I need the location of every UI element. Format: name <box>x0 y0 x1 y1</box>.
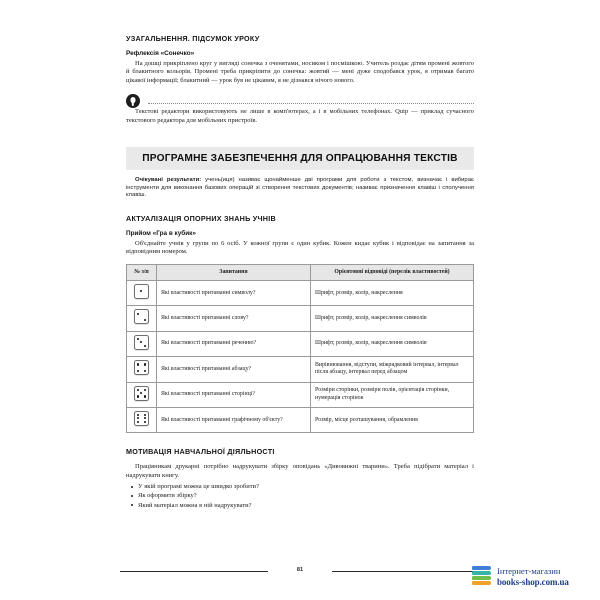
brand-url: books-shop.com.ua <box>497 576 569 587</box>
table-row <box>127 408 474 433</box>
row-answer: Розмір, місце розташування, обрамлення <box>311 408 474 433</box>
page-number: 81 <box>292 567 308 573</box>
questions-table <box>126 264 474 434</box>
lightbulb-icon <box>126 94 140 108</box>
row-answer: Шрифт, розмір, колір, накреслення символів <box>311 306 474 331</box>
row-die-cell <box>127 382 157 407</box>
actualization-paragraph: Об'єднайте учнів у групи по 6 осіб. У кожної групи є один кубик. Кожен кидає кубик і відповідає на запитання за відповідним номером. <box>126 239 474 256</box>
die-face-4 <box>134 360 149 375</box>
row-die-cell <box>127 408 157 433</box>
list-item: Як оформити збірку? <box>138 491 474 500</box>
table-row <box>127 357 474 382</box>
row-question: Які властивості притаманні сторінці? <box>157 382 311 407</box>
footer-rule-left <box>120 571 268 572</box>
row-die-cell <box>127 331 157 356</box>
brand-logo[interactable] <box>472 566 569 588</box>
row-die-cell <box>127 306 157 331</box>
row-die-cell <box>127 357 157 382</box>
brand-text <box>497 567 569 587</box>
books-stack-icon <box>472 566 492 588</box>
table-row <box>127 306 474 331</box>
footer-rule-right <box>332 571 480 572</box>
questions-table-body <box>127 281 474 433</box>
chapter-banner <box>126 147 474 170</box>
tip-text: Текстові редактори використовують не лише в комп'ютерах, а і в мобільних телефонах. Quip — приклад сучасного текстового редактора для мобільних пристроїв. <box>126 108 474 124</box>
page-footer <box>126 567 474 575</box>
table-row <box>127 281 474 306</box>
row-answer: Шрифт, розмір, колір, накреслення <box>311 281 474 306</box>
list-item: У якій програмі можна це швидко зробити? <box>138 482 474 491</box>
motivation-paragraph: Працівникам друкарні потрібно надрукувати збірку оповідань «Дивовижні тварини». Треба підібрати матеріал і надрукувати книгу. <box>126 463 474 479</box>
header-question: Запитання <box>157 264 311 280</box>
expected-results-text: учень(иця) називає щонайменше дві програми для роботи з текстом, визначає і вибирає інструменти для виконання базових операцій зі створення текстових документів; називає призначення клавіш і сполучення клавіш. <box>126 177 474 199</box>
dice-game-subheading: Прийом «Гра в кубик» <box>126 229 196 237</box>
tip-block <box>126 94 474 125</box>
die-face-5 <box>134 386 149 401</box>
brand-title: Інтернет-магазин <box>497 565 561 576</box>
row-question: Які властивості притаманні слову? <box>157 306 311 331</box>
row-question: Які властивості притаманні реченню? <box>157 331 311 356</box>
expected-results-label: Очікувані результати: <box>135 177 202 184</box>
chapter-title: ПРОГРАМНЕ ЗАБЕЗПЕЧЕННЯ ДЛЯ ОПРАЦЮВАННЯ ТЕКСТІВ <box>142 153 458 165</box>
footer-rule <box>126 567 474 575</box>
expected-results <box>126 177 474 200</box>
tip-divider <box>148 103 474 104</box>
summary-heading: УЗАГАЛЬНЕННЯ. ПІДСУМОК УРОКУ <box>126 34 260 43</box>
die-face-2 <box>134 309 149 324</box>
motivation-question-list <box>126 482 474 510</box>
die-face-3 <box>134 335 149 350</box>
header-answer: Орієнтовні відповіді (перелік властивостей) <box>311 264 474 280</box>
motivation-heading: МОТИВАЦІЯ НАВЧАЛЬНОЇ ДІЯЛЬНОСТІ <box>126 447 275 457</box>
row-question: Які властивості притаманні графічному об'єкту? <box>157 408 311 433</box>
actualization-heading: АКТУАЛІЗАЦІЯ ОПОРНИХ ЗНАНЬ УЧНІВ <box>126 213 276 223</box>
header-number: № з/п <box>127 264 157 280</box>
reflection-subheading: Рефлексія «Сонечко» <box>126 50 195 57</box>
row-answer: Вирівнювання, відступи, міжрядковий інтервал, інтервал після абзацу, інтервал перед абзацом <box>311 357 474 382</box>
list-item: Який матеріал можна в ній надрукувати? <box>138 501 474 510</box>
actualization-block <box>126 214 474 434</box>
die-face-6 <box>134 411 149 426</box>
row-answer: Шрифт, розмір, колір, накреслення символів <box>311 331 474 356</box>
page-content <box>126 34 474 510</box>
row-answer: Розміри сторінки, розміри полів, орієнтація сторінки, нумерація сторінок <box>311 382 474 407</box>
die-face-1 <box>134 284 149 299</box>
table-row <box>127 382 474 407</box>
row-question: Які властивості притаманні абзацу? <box>157 357 311 382</box>
motivation-block <box>126 447 474 509</box>
summary-paragraph: На дошці прикріплено круг у вигляді сонечка з оченятами, носиком і посмішкою. Учитель роздає дітям промені жовтого й блакитного кольорів. Промені треба прикріпити до сонечка: жовтий — мені дуже сподобався урок, я отримав багато цікавої інформації; блакитний — урок був не цікавим, я не дізнався нічого нового. <box>126 60 474 84</box>
table-header-row <box>127 264 474 280</box>
table-row <box>127 331 474 356</box>
row-die-cell <box>127 281 157 306</box>
row-question: Які властивості притаманні символу? <box>157 281 311 306</box>
